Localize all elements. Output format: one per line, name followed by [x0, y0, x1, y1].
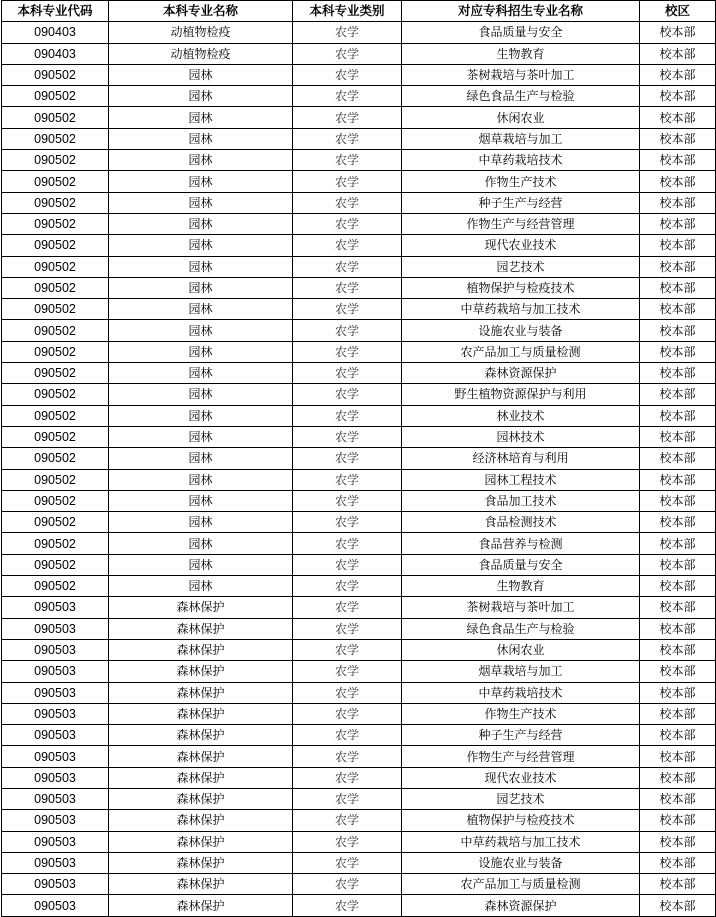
cell-major-name: 森林保护	[109, 661, 293, 682]
cell-major-code: 090502	[2, 256, 109, 277]
cell-major-name: 森林保护	[109, 746, 293, 767]
cell-campus: 校本部	[640, 746, 716, 767]
cell-major-code: 090502	[2, 235, 109, 256]
cell-major-code: 090502	[2, 384, 109, 405]
cell-major-name: 园林	[109, 320, 293, 341]
cell-major-code: 090503	[2, 661, 109, 682]
cell-major-code: 090403	[2, 43, 109, 64]
table-row	[2, 320, 716, 341]
cell-campus: 校本部	[640, 235, 716, 256]
cell-campus: 校本部	[640, 576, 716, 597]
cell-major-category: 农学	[293, 213, 402, 234]
cell-campus: 校本部	[640, 639, 716, 660]
cell-campus: 校本部	[640, 788, 716, 809]
cell-major-name: 园林	[109, 171, 293, 192]
cell-vocational-major: 种子生产与经营	[402, 725, 640, 746]
cell-major-category: 农学	[293, 597, 402, 618]
cell-major-code: 090503	[2, 788, 109, 809]
cell-campus: 校本部	[640, 128, 716, 149]
cell-major-code: 090502	[2, 299, 109, 320]
cell-major-name: 园林	[109, 405, 293, 426]
header-vocational-major: 对应专科招生专业名称	[402, 1, 640, 22]
cell-campus: 校本部	[640, 384, 716, 405]
cell-vocational-major: 烟草栽培与加工	[402, 128, 640, 149]
cell-campus: 校本部	[640, 171, 716, 192]
cell-campus: 校本部	[640, 767, 716, 788]
cell-major-code: 090502	[2, 192, 109, 213]
cell-major-name: 园林	[109, 213, 293, 234]
table-row	[2, 639, 716, 660]
cell-major-name: 森林保护	[109, 874, 293, 895]
cell-vocational-major: 食品检测技术	[402, 512, 640, 533]
cell-vocational-major: 中草药栽培与加工技术	[402, 831, 640, 852]
cell-major-code: 090503	[2, 682, 109, 703]
cell-vocational-major: 林业技术	[402, 405, 640, 426]
cell-vocational-major: 农产品加工与质量检测	[402, 874, 640, 895]
cell-vocational-major: 设施农业与装备	[402, 852, 640, 873]
table-row	[2, 192, 716, 213]
cell-major-name: 森林保护	[109, 852, 293, 873]
cell-vocational-major: 绿色食品生产与检验	[402, 618, 640, 639]
table-row	[2, 810, 716, 831]
cell-vocational-major: 经济林培育与利用	[402, 448, 640, 469]
cell-major-code: 090502	[2, 576, 109, 597]
cell-major-category: 农学	[293, 895, 402, 916]
cell-vocational-major: 生物教育	[402, 43, 640, 64]
cell-major-name: 森林保护	[109, 639, 293, 660]
cell-major-category: 农学	[293, 512, 402, 533]
cell-vocational-major: 绿色食品生产与检验	[402, 86, 640, 107]
cell-vocational-major: 中草药栽培与加工技术	[402, 299, 640, 320]
cell-campus: 校本部	[640, 363, 716, 384]
cell-major-name: 园林	[109, 363, 293, 384]
table-row	[2, 554, 716, 575]
cell-major-code: 090403	[2, 22, 109, 43]
cell-campus: 校本部	[640, 64, 716, 85]
cell-campus: 校本部	[640, 618, 716, 639]
cell-vocational-major: 生物教育	[402, 576, 640, 597]
cell-vocational-major: 森林资源保护	[402, 363, 640, 384]
cell-major-code: 090503	[2, 831, 109, 852]
cell-campus: 校本部	[640, 277, 716, 298]
table-row	[2, 746, 716, 767]
cell-vocational-major: 现代农业技术	[402, 767, 640, 788]
cell-campus: 校本部	[640, 150, 716, 171]
cell-major-category: 农学	[293, 810, 402, 831]
cell-major-category: 农学	[293, 874, 402, 895]
cell-vocational-major: 植物保护与检疫技术	[402, 277, 640, 298]
table-row	[2, 895, 716, 916]
cell-major-code: 090502	[2, 171, 109, 192]
cell-major-name: 园林	[109, 426, 293, 447]
cell-campus: 校本部	[640, 448, 716, 469]
cell-vocational-major: 园艺技术	[402, 788, 640, 809]
table-row	[2, 86, 716, 107]
cell-campus: 校本部	[640, 512, 716, 533]
cell-campus: 校本部	[640, 852, 716, 873]
cell-vocational-major: 农产品加工与质量检测	[402, 341, 640, 362]
cell-major-code: 090503	[2, 597, 109, 618]
cell-campus: 校本部	[640, 874, 716, 895]
cell-major-name: 园林	[109, 64, 293, 85]
cell-vocational-major: 烟草栽培与加工	[402, 661, 640, 682]
table-row	[2, 256, 716, 277]
table-row	[2, 874, 716, 895]
cell-major-code: 090502	[2, 86, 109, 107]
table-header-row	[2, 1, 716, 22]
cell-major-category: 农学	[293, 86, 402, 107]
table-row	[2, 831, 716, 852]
cell-major-category: 农学	[293, 554, 402, 575]
table-row	[2, 682, 716, 703]
cell-campus: 校本部	[640, 895, 716, 916]
table-row	[2, 363, 716, 384]
table-row	[2, 661, 716, 682]
cell-major-name: 森林保护	[109, 618, 293, 639]
cell-vocational-major: 野生植物资源保护与利用	[402, 384, 640, 405]
cell-major-name: 园林	[109, 448, 293, 469]
cell-vocational-major: 作物生产技术	[402, 171, 640, 192]
cell-vocational-major: 休闲农业	[402, 107, 640, 128]
cell-major-category: 农学	[293, 746, 402, 767]
cell-major-name: 森林保护	[109, 597, 293, 618]
header-major-category: 本科专业类别	[293, 1, 402, 22]
cell-major-category: 农学	[293, 405, 402, 426]
table-row	[2, 469, 716, 490]
cell-campus: 校本部	[640, 256, 716, 277]
table-row	[2, 64, 716, 85]
cell-major-name: 园林	[109, 256, 293, 277]
cell-major-name: 园林	[109, 576, 293, 597]
cell-major-category: 农学	[293, 363, 402, 384]
cell-major-code: 090502	[2, 363, 109, 384]
cell-major-code: 090502	[2, 277, 109, 298]
cell-major-name: 园林	[109, 384, 293, 405]
cell-major-category: 农学	[293, 320, 402, 341]
cell-major-category: 农学	[293, 107, 402, 128]
header-major-name: 本科专业名称	[109, 1, 293, 22]
table-row	[2, 405, 716, 426]
cell-vocational-major: 茶树栽培与茶叶加工	[402, 64, 640, 85]
cell-campus: 校本部	[640, 213, 716, 234]
cell-major-category: 农学	[293, 767, 402, 788]
table-row	[2, 788, 716, 809]
cell-major-name: 园林	[109, 299, 293, 320]
cell-campus: 校本部	[640, 426, 716, 447]
cell-major-name: 动植物检疫	[109, 43, 293, 64]
cell-campus: 校本部	[640, 682, 716, 703]
cell-major-name: 森林保护	[109, 831, 293, 852]
table-row	[2, 490, 716, 511]
cell-vocational-major: 现代农业技术	[402, 235, 640, 256]
cell-major-category: 农学	[293, 788, 402, 809]
cell-major-code: 090502	[2, 107, 109, 128]
cell-vocational-major: 种子生产与经营	[402, 192, 640, 213]
cell-major-code: 090502	[2, 64, 109, 85]
table-row	[2, 618, 716, 639]
table-row	[2, 128, 716, 149]
cell-campus: 校本部	[640, 725, 716, 746]
cell-major-code: 090503	[2, 810, 109, 831]
cell-major-category: 农学	[293, 682, 402, 703]
cell-major-code: 090503	[2, 725, 109, 746]
cell-major-name: 园林	[109, 192, 293, 213]
cell-major-code: 090502	[2, 320, 109, 341]
table-row	[2, 213, 716, 234]
header-major-code: 本科专业代码	[2, 1, 109, 22]
cell-vocational-major: 作物生产与经营管理	[402, 213, 640, 234]
cell-vocational-major: 园林工程技术	[402, 469, 640, 490]
cell-major-name: 园林	[109, 150, 293, 171]
table-row	[2, 767, 716, 788]
cell-major-code: 090503	[2, 852, 109, 873]
cell-major-category: 农学	[293, 341, 402, 362]
cell-vocational-major: 食品质量与安全	[402, 22, 640, 43]
table-row	[2, 150, 716, 171]
cell-vocational-major: 作物生产与经营管理	[402, 746, 640, 767]
cell-major-category: 农学	[293, 277, 402, 298]
cell-major-code: 090502	[2, 150, 109, 171]
cell-major-category: 农学	[293, 831, 402, 852]
cell-major-category: 农学	[293, 661, 402, 682]
cell-major-name: 园林	[109, 533, 293, 554]
cell-vocational-major: 中草药栽培技术	[402, 682, 640, 703]
cell-major-name: 园林	[109, 490, 293, 511]
cell-major-code: 090503	[2, 746, 109, 767]
cell-vocational-major: 园艺技术	[402, 256, 640, 277]
cell-vocational-major: 作物生产技术	[402, 703, 640, 724]
cell-major-code: 090503	[2, 703, 109, 724]
cell-major-category: 农学	[293, 235, 402, 256]
table-row	[2, 597, 716, 618]
cell-vocational-major: 食品加工技术	[402, 490, 640, 511]
cell-major-category: 农学	[293, 150, 402, 171]
cell-major-code: 090503	[2, 767, 109, 788]
cell-vocational-major: 茶树栽培与茶叶加工	[402, 597, 640, 618]
cell-major-category: 农学	[293, 192, 402, 213]
table-row	[2, 277, 716, 298]
table-row	[2, 171, 716, 192]
cell-major-code: 090502	[2, 554, 109, 575]
cell-major-name: 园林	[109, 469, 293, 490]
cell-major-name: 园林	[109, 277, 293, 298]
cell-major-name: 园林	[109, 107, 293, 128]
table-row	[2, 426, 716, 447]
cell-campus: 校本部	[640, 597, 716, 618]
cell-major-code: 090503	[2, 618, 109, 639]
table-row	[2, 725, 716, 746]
cell-major-code: 090503	[2, 874, 109, 895]
cell-campus: 校本部	[640, 299, 716, 320]
cell-major-name: 园林	[109, 554, 293, 575]
cell-major-code: 090503	[2, 639, 109, 660]
major-mapping-table	[1, 0, 716, 917]
cell-campus: 校本部	[640, 107, 716, 128]
cell-campus: 校本部	[640, 320, 716, 341]
cell-vocational-major: 休闲农业	[402, 639, 640, 660]
table-row	[2, 299, 716, 320]
cell-major-category: 农学	[293, 725, 402, 746]
table-row	[2, 235, 716, 256]
cell-campus: 校本部	[640, 341, 716, 362]
table-row	[2, 22, 716, 43]
table-row	[2, 43, 716, 64]
table-body	[2, 22, 716, 916]
cell-campus: 校本部	[640, 703, 716, 724]
cell-major-category: 农学	[293, 64, 402, 85]
cell-major-name: 森林保护	[109, 682, 293, 703]
cell-major-code: 090502	[2, 533, 109, 554]
cell-major-code: 090502	[2, 469, 109, 490]
cell-campus: 校本部	[640, 192, 716, 213]
cell-major-category: 农学	[293, 43, 402, 64]
cell-vocational-major: 园林技术	[402, 426, 640, 447]
cell-major-category: 农学	[293, 256, 402, 277]
cell-major-code: 090503	[2, 895, 109, 916]
cell-major-name: 森林保护	[109, 725, 293, 746]
cell-vocational-major: 植物保护与检疫技术	[402, 810, 640, 831]
table-row	[2, 533, 716, 554]
cell-major-code: 090502	[2, 490, 109, 511]
cell-major-name: 园林	[109, 235, 293, 256]
cell-major-category: 农学	[293, 171, 402, 192]
table-row	[2, 448, 716, 469]
cell-major-name: 森林保护	[109, 895, 293, 916]
cell-major-code: 090502	[2, 405, 109, 426]
cell-major-name: 森林保护	[109, 767, 293, 788]
cell-major-category: 农学	[293, 576, 402, 597]
table-row	[2, 852, 716, 873]
cell-major-category: 农学	[293, 490, 402, 511]
cell-major-category: 农学	[293, 128, 402, 149]
cell-campus: 校本部	[640, 810, 716, 831]
cell-vocational-major: 森林资源保护	[402, 895, 640, 916]
cell-major-category: 农学	[293, 618, 402, 639]
cell-vocational-major: 中草药栽培技术	[402, 150, 640, 171]
cell-major-category: 农学	[293, 384, 402, 405]
cell-major-name: 森林保护	[109, 810, 293, 831]
cell-campus: 校本部	[640, 831, 716, 852]
cell-major-category: 农学	[293, 426, 402, 447]
cell-major-code: 090502	[2, 512, 109, 533]
cell-major-code: 090502	[2, 213, 109, 234]
cell-major-name: 园林	[109, 128, 293, 149]
cell-major-code: 090502	[2, 448, 109, 469]
cell-major-code: 090502	[2, 128, 109, 149]
cell-campus: 校本部	[640, 43, 716, 64]
cell-campus: 校本部	[640, 405, 716, 426]
cell-major-name: 动植物检疫	[109, 22, 293, 43]
cell-major-category: 农学	[293, 533, 402, 554]
table-row	[2, 341, 716, 362]
cell-major-name: 森林保护	[109, 788, 293, 809]
cell-major-name: 园林	[109, 86, 293, 107]
table-row	[2, 384, 716, 405]
cell-major-category: 农学	[293, 703, 402, 724]
table-row	[2, 512, 716, 533]
table-row	[2, 107, 716, 128]
cell-major-category: 农学	[293, 448, 402, 469]
cell-campus: 校本部	[640, 533, 716, 554]
cell-vocational-major: 设施农业与装备	[402, 320, 640, 341]
cell-campus: 校本部	[640, 490, 716, 511]
table-row	[2, 703, 716, 724]
cell-campus: 校本部	[640, 661, 716, 682]
cell-major-category: 农学	[293, 639, 402, 660]
cell-major-category: 农学	[293, 852, 402, 873]
cell-major-code: 090502	[2, 341, 109, 362]
cell-campus: 校本部	[640, 86, 716, 107]
header-campus: 校区	[640, 1, 716, 22]
cell-vocational-major: 食品质量与安全	[402, 554, 640, 575]
cell-major-code: 090502	[2, 426, 109, 447]
cell-campus: 校本部	[640, 22, 716, 43]
cell-major-category: 农学	[293, 22, 402, 43]
cell-major-name: 园林	[109, 341, 293, 362]
cell-major-category: 农学	[293, 299, 402, 320]
cell-campus: 校本部	[640, 469, 716, 490]
cell-major-name: 森林保护	[109, 703, 293, 724]
cell-major-name: 园林	[109, 512, 293, 533]
cell-campus: 校本部	[640, 554, 716, 575]
cell-major-category: 农学	[293, 469, 402, 490]
table-row	[2, 576, 716, 597]
cell-vocational-major: 食品营养与检测	[402, 533, 640, 554]
